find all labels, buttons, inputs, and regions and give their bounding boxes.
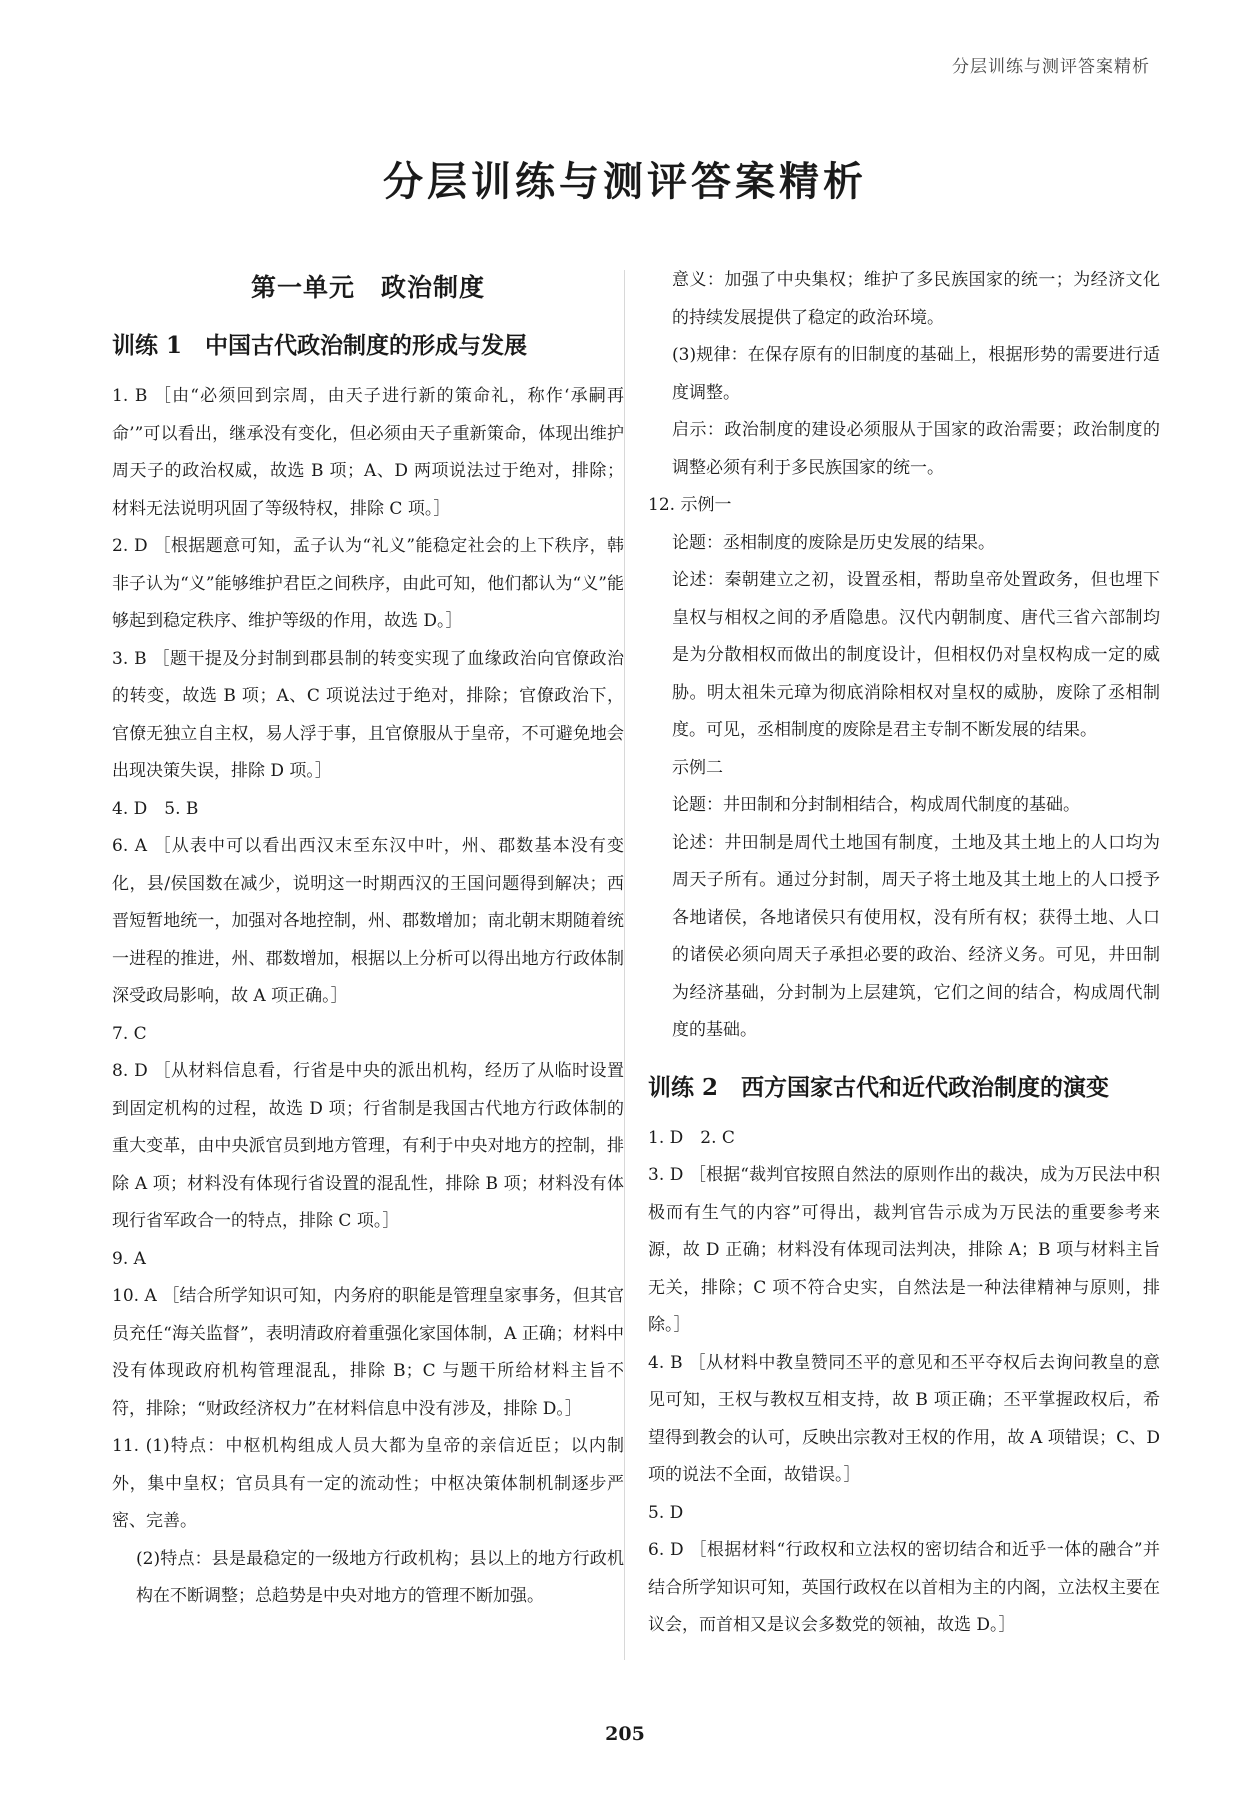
answer-item: 5. D (648, 1502, 684, 1523)
example-label: 示例二 (672, 757, 723, 778)
answer-paragraph: (3)规律：在保存原有的旧制度的基础上，根据形势的需要进行适度调整。 (672, 345, 1160, 403)
answer-paragraph: 论题：井田制和分封制相结合，构成周代制度的基础。 (672, 795, 1080, 815)
answer-item: 2. D ［根据题意可知，孟子认为“礼义”能稳定社会的上下秩序，韩非子认为“义”能够维护君臣之间秩序，由此可知，他们都认为“义”能够起到稳定秩序、维护等级的作用，故选 D。］ (112, 536, 624, 631)
answer-item: 4. B ［从材料中教皇赞同丕平的意见和丕平夺权后去询问教皇的意见可知，王权与教权互相支持，故 B 项正确；丕平掌握政权后，希望得到教会的认可，反映出宗教对王权的作用，故 A 项错误；C、D 项的说法不全面，故错误。］ (648, 1352, 1160, 1485)
page-number: 205 (605, 1723, 645, 1745)
answer-item: 8. D ［从材料信息看，行省是中央的派出机构，经历了从临时设置到固定机构的过程，故选 D 项；行省制是我国古代地方行政体制的重大变革，由中央派官员到地方管理，有利于中央对地方的控制，排除 A 项；材料没有体现行省设置的混乱性，排除 B 项；材料没有体现行省军政合一的特点，排除 C 项。］ (112, 1061, 624, 1231)
answer-item: 11. (1)特点：中枢机构组成人员大都为皇帝的亲信近臣；以内制外，集中皇权；官员具有一定的流动性；中枢决策体制机制逐步严密、完善。 (112, 1436, 624, 1531)
unit-title: 第一单元 政治制度 (250, 273, 485, 302)
answer-item: 1. D 2. C (648, 1127, 735, 1148)
answer-paragraph: 论述：井田制是周代土地国有制度，土地及其土地上的人口均为周天子所有。通过分封制，周天子将土地及其土地上的人口授予各地诸侯，各地诸侯只有使用权，没有所有权；获得土地、人口的诸侯必须向周天子承担必要的政治、经济义务。可见，井田制为经济基础，分封制为上层建筑，它们之间的结合，构成周代制度的基础。 (672, 832, 1160, 1040)
answer-item: 3. D ［根据“裁判官按照自然法的原则作出的裁决，成为万民法中积极而有生气的内容”可得出，裁判官告示成为万民法的重要参考来源，故 D 正确；材料没有体现司法判决，排除 A；B 项与材料主旨无关，排除；C 项不符合史实，自然法是一种法律精神与原则，排除。］ (648, 1165, 1160, 1335)
answer-item: 1. B ［由“必须回到宗周，由天子进行新的策命礼，称作‘承嗣再命’”可以看出，继承没有变化，但必须由天子重新策命，体现出维护周天子的政治权威，故选 B 项；A、D 两项说法过于绝对，排除；材料无法说明巩固了等级特权，排除 C 项。］ (112, 386, 624, 519)
training1-title: 训练 1 中国古代政治制度的形成与发展 (112, 332, 528, 359)
answer-item: 6. D ［根据材料“行政权和立法权的密切结合和近乎一体的融合”并结合所学知识可知，英国行政权在以首相为主的内阁，立法权主要在议会，而首相又是议会多数党的领袖，故选 D。］ (648, 1540, 1160, 1635)
answer-item: 9. A (112, 1248, 146, 1269)
answer-item: 10. A ［结合所学知识可知，内务府的职能是管理皇家事务，但其官员充任“海关监督”，表明清政府着重强化家国体制，A 正确；材料中没有体现政府机构管理混乱，排除 B；C 与题干所给材料主旨不符，排除；“财政经济权力”在材料信息中没有涉及，排除 D。］ (112, 1286, 624, 1419)
answer-item: 7. C (112, 1023, 147, 1044)
answer-item: 6. A ［从表中可以看出西汉末至东汉中叶，州、郡数基本没有变化，县/侯国数在减少，说明这一时期西汉的王国问题得到解决；西晋短暂地统一，加强对各地控制，州、郡数增加；南北朝末期随着统一进程的推进，州、郡数增加，根据以上分析可以得出地方行政体制深受政局影响，故 A 项正确。］ (112, 836, 624, 1006)
answer-item: 3. B ［题干提及分封制到郡县制的转变实现了血缘政治向官僚政治的转变，故选 B 项；A、C 项说法过于绝对，排除；官僚政治下，官僚无独立自主权，易人浮于事，且官僚服从于皇帝，不可避免地会出现决策失误，排除 D 项。］ (112, 648, 624, 781)
right-column (648, 262, 1160, 1645)
left-column (112, 262, 624, 1616)
training2-title: 训练 2 西方国家古代和近代政治制度的演变 (648, 1073, 1110, 1101)
answer-paragraph: 启示：政治制度的建设必须服从于国家的政治需要；政治制度的调整必须有利于多民族国家的统一。 (672, 420, 1160, 478)
column-divider (624, 270, 625, 1660)
running-header: 分层训练与测评答案精析 (952, 57, 1150, 77)
answer-paragraph: 论述：秦朝建立之初，设置丞相，帮助皇帝处置政务，但也埋下皇权与相权之间的矛盾隐患。汉代内朝制度、唐代三省六部制均是为分散相权而做出的制度设计，但相权仍对皇权构成一定的威胁。明太祖朱元璋为彻底消除相权对皇权的威胁，废除了丞相制度。可见，丞相制度的废除是君主专制不断发展的结果。 (672, 570, 1160, 740)
answer-item-part: (2)特点：县是最稳定的一级地方行政机构；县以上的地方行政机构在不断调整；总趋势是中央对地方的管理不断加强。 (136, 1548, 624, 1606)
answer-item: 4. D 5. B (112, 798, 199, 819)
page-title: 分层训练与测评答案精析 (383, 158, 867, 205)
answer-paragraph: 论题：丞相制度的废除是历史发展的结果。 (672, 532, 995, 553)
answer-paragraph: 意义：加强了中央集权；维护了多民族国家的统一；为经济文化的持续发展提供了稳定的政治环境。 (672, 270, 1160, 328)
answer-item: 12. 示例一 (648, 495, 732, 515)
